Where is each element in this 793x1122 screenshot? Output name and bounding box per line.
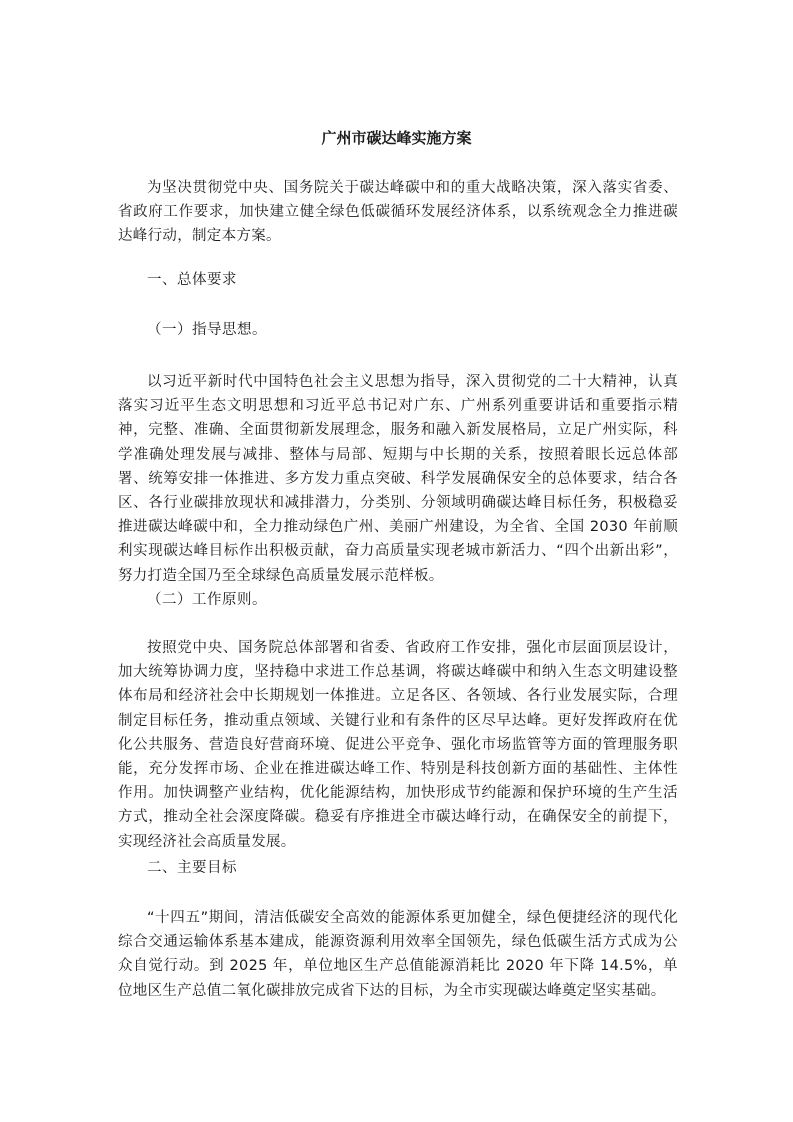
guiding-ideology-paragraph: 以习近平新时代中国特色社会主义思想为指导，深入贯彻党的二十大精神，认真落实习近平生态文明思想和习近平总书记对广东、广州系列重要讲话和重要指示精神，完整、准确、全面贯彻新发展理念，服务和融入新发展格局，立足广州实际，科学准确处理发展与减排、整体与局部、短期与中长期的关系，按照着眼长远总体部署、统筹安排一体推进、多方发力重点突破、科学发展确保安全的总体要求，结合各区、各行业碳排放现状和减排潜力，分类别、分领域明确碳达峰目标任务，积极稳妥推进碳达峰碳中和，全力推动绿色广州、美丽广州建设，为全省、全国 2030 年前顺利实现碳达峰目标作出积极贡献，奋力高质量实现老城市新活力、“四个出新出彩”，努力打造全国乃至全球绿色高质量发展示范样板。	[118, 374, 678, 584]
subsection-heading-work-principles: （二）工作原则。	[147, 592, 267, 608]
document-title: 广州市碳达峰实施方案	[321, 129, 472, 147]
main-goals-paragraph: “十四五”期间，清洁低碳安全高效的能源体系更加健全，绿色便捷经济的现代化综合交通运输体系基本建成，能源资源利用效率全国领先，绿色低碳生活方式成为公众自觉行动。到 2025 年，单位地区生产总值能源消耗比 2020 年下降 14.5%，单位地区生产总值二氧化碳排放完成省下达的目标，为全市实现碳达峰奠定坚实基础。	[118, 910, 678, 999]
work-principles-paragraph: 按照党中央、国务院总体部署和省委、省政府工作安排，强化市层面顶层设计，加大统筹协调力度，坚持稳中求进工作总基调，将碳达峰碳中和纳入生态文明建设整体布局和经济社会中长期规划一体推进。立足各区、各领域、各行业发展实际，合理制定目标任务，推动重点领域、关键行业和有条件的区尽早达峰。更好发挥政府在优化公共服务、营造良好营商环境、促进公平竞争、强化市场监管等方面的管理服务职能，充分发挥市场、企业在推进碳达峰工作、特别是科技创新方面的基础性、主体性作用。加快调整产业结构，优化能源结构，加快形成节约能源和保护环境的生产生活方式，推动全社会深度降碳。稳妥有序推进全市碳达峰行动，在确保安全的前提下，实现经济社会高质量发展。	[118, 640, 678, 850]
section-heading-main-goals: 二、主要目标	[147, 860, 237, 876]
subsection-heading-guiding-ideology: （一）指导思想。	[147, 322, 267, 338]
section-heading-general-requirements: 一、总体要求	[147, 272, 237, 288]
intro-paragraph: 为坚决贯彻党中央、国务院关于碳达峰碳中和的重大战略决策，深入落实省委、省政府工作要求，加快建立健全绿色低碳循环发展经济体系，以系统观念全力推进碳达峰行动，制定本方案。	[118, 180, 678, 245]
